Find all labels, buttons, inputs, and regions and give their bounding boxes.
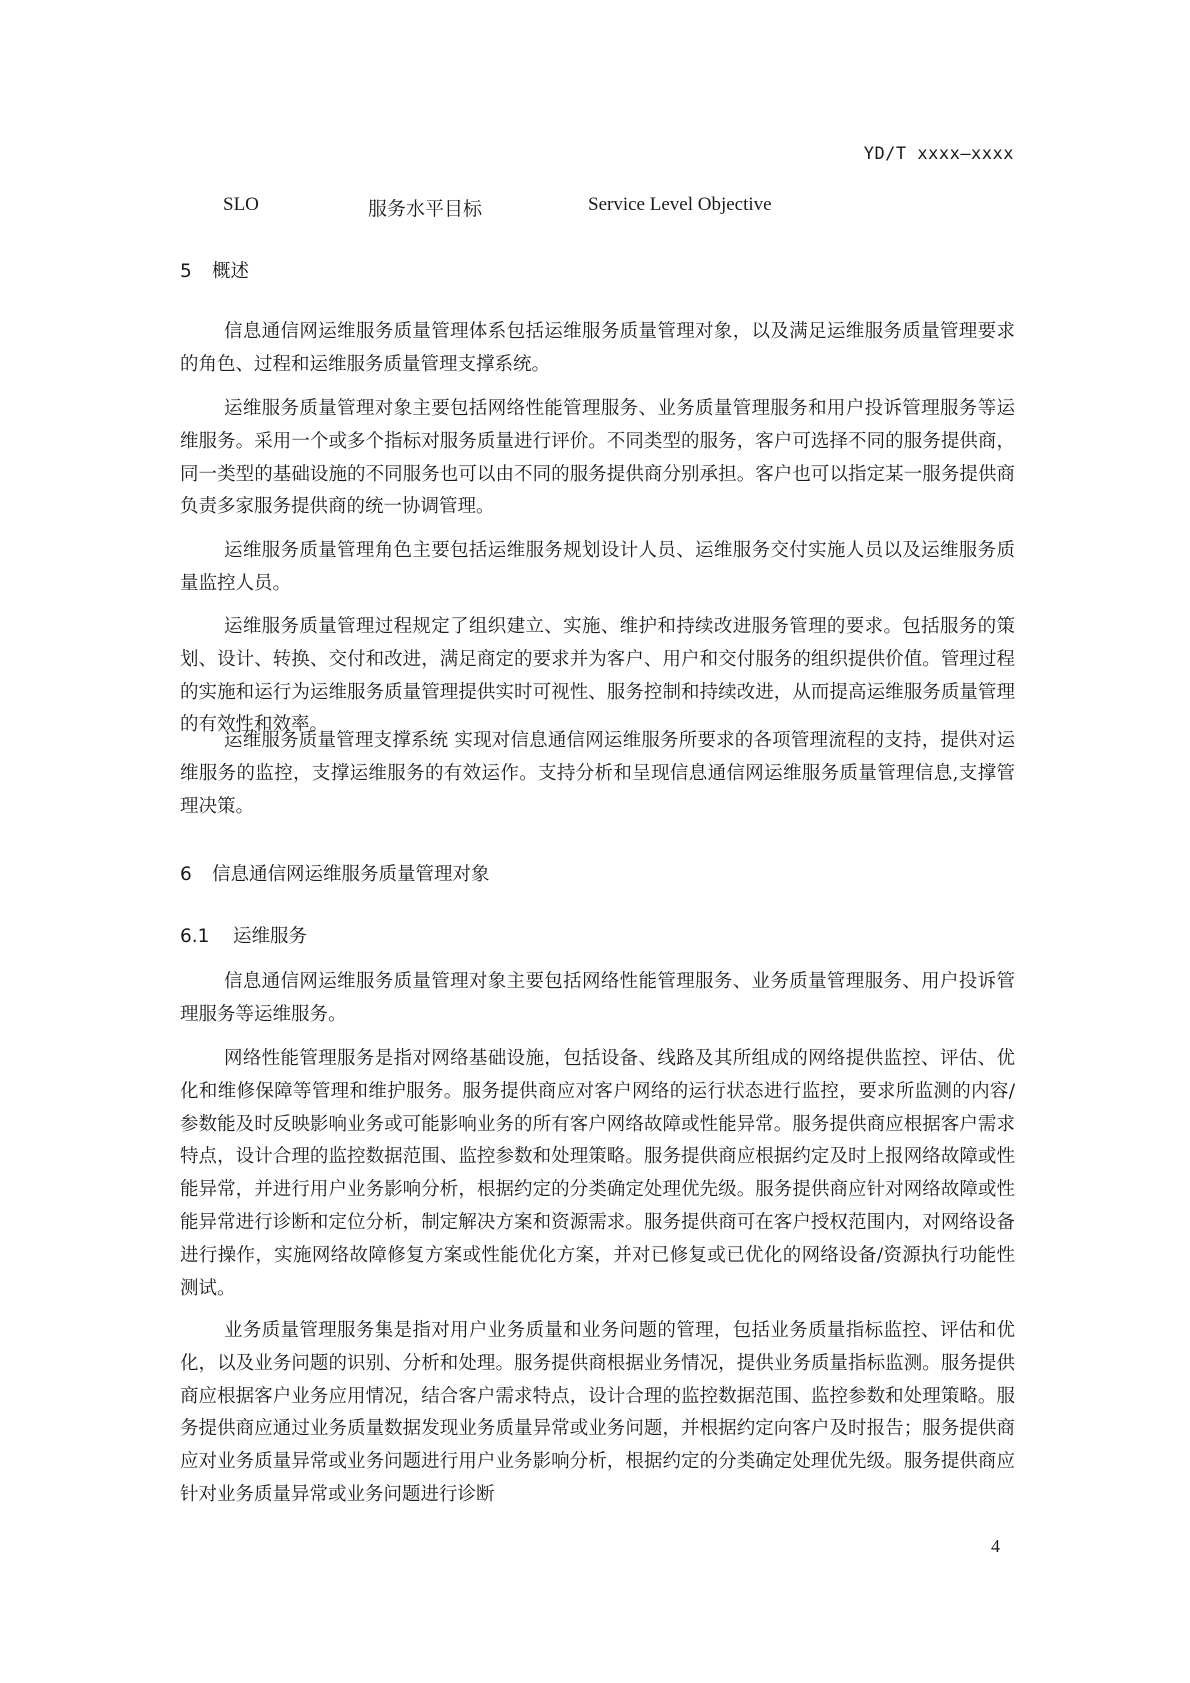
section-number: 5 [180, 261, 192, 282]
page-number: 4 [991, 1536, 1000, 1556]
paragraph: 网络性能管理服务是指对网络基础设施，包括设备、线路及其所组成的网络提供监控、评估、优化和维修保障等管理和维护服务。服务提供商应对客户网络的运行状态进行监控，要求所监测的内容/参数能及时反映影响业务或可能影响业务的所有客户网络故障或性能异常。服务提供商应根据客户需求特点，设计合理的监控数据范围、监控参数和处理策略。服务提供商应根据约定及时上报网络故障或性能异常，并进行用户业务影响分析，根据约定的分类确定处理优先级。服务提供商应针对网络故障或性能异常进行诊断和定位分析，制定解决方案和资源需求。服务提供商可在客户授权范围内，对网络设备进行操作，实施网络故障修复方案或性能优化方案，并对已修复或已优化的网络设备/资源执行功能性测试。 [180, 1048, 1015, 1299]
paragraph: 信息通信网运维服务质量管理体系包括运维服务质量管理对象，以及满足运维服务质量管理要求的角色、过程和运维服务质量管理支撑系统。 [180, 321, 1015, 375]
section-6-heading [180, 860, 490, 886]
section-number: 6 [180, 864, 192, 885]
section-title: 信息通信网运维服务质量管理对象 [212, 864, 490, 885]
paragraph: 运维服务质量管理角色主要包括运维服务规划设计人员、运维服务交付实施人员以及运维服务质量监控人员。 [180, 540, 1015, 594]
abbreviation-english: Service Level Objective [588, 194, 772, 215]
paragraph: 业务质量管理服务集是指对用户业务质量和业务问题的管理，包括业务质量指标监控、评估和优化，以及业务问题的识别、分析和处理。服务提供商根据业务情况，提供业务质量指标监测。服务提供商应根据客户业务应用情况，结合客户需求特点，设计合理的监控数据范围、监控参数和处理策略。服务提供商应通过业务质量数据发现业务质量异常或业务问题，并根据约定向客户及时报告；服务提供商应对业务质量异常或业务问题进行用户业务影响分析，根据约定的分类确定处理优先级。服务提供商应针对业务质量异常或业务问题进行诊断 [180, 1320, 1015, 1505]
paragraph: 运维服务质量管理支撑系统 实现对信息通信网运维服务所要求的各项管理流程的支持，提供对运维服务的监控，支撑运维服务的有效运作。支持分析和呈现信息通信网运维服务质量管理信息,支撑管理决策。 [180, 730, 1015, 817]
abbreviation-chinese: 服务水平目标 [368, 198, 483, 220]
section-title: 运维服务 [233, 926, 308, 947]
section-number: 6.1 [180, 926, 210, 947]
paragraph: 运维服务质量管理过程规定了组织建立、实施、维护和持续改进服务管理的要求。包括服务的策划、设计、转换、交付和改进，满足商定的要求并为客户、用户和交付服务的组织提供价值。管理过程的实施和运行为运维服务质量管理提供实时可视性、服务控制和持续改进，从而提高运维服务质量管理的有效性和效率。 [180, 616, 1015, 736]
paragraph: 运维服务质量管理对象主要包括网络性能管理服务、业务质量管理服务和用户投诉管理服务等运维服务。采用一个或多个指标对服务质量进行评价。不同类型的服务，客户可选择不同的服务提供商，同一类型的基础设施的不同服务也可以由不同的服务提供商分别承担。客户也可以指定某一服务提供商负责多家服务提供商的统一协调管理。 [180, 398, 1015, 518]
document-code: YD/T xxxx—xxxx [863, 144, 1014, 164]
abbreviation-code: SLO [223, 194, 259, 215]
section-5-heading [180, 257, 249, 283]
section-title: 概述 [212, 261, 250, 282]
section-6-1-heading [180, 922, 307, 948]
paragraph: 信息通信网运维服务质量管理对象主要包括网络性能管理服务、业务质量管理服务、用户投诉管理服务等运维服务。 [180, 971, 1015, 1025]
